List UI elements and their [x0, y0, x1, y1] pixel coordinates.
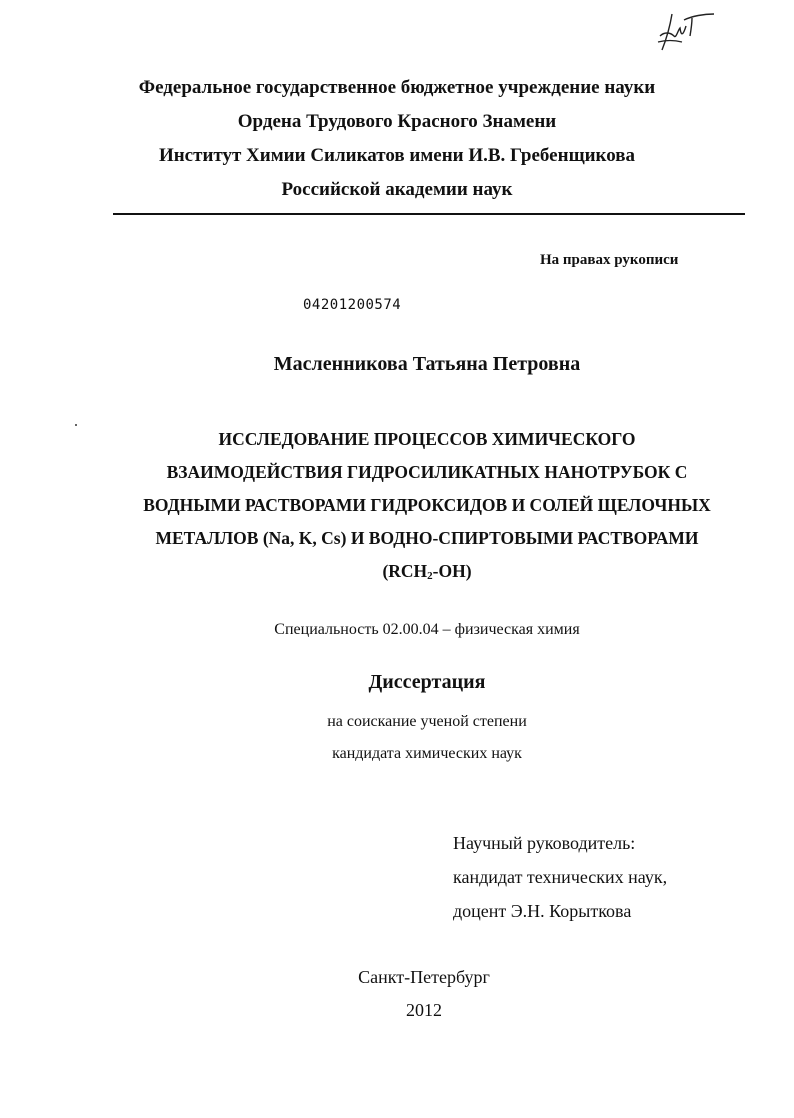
institution-line: Федеральное государственное бюджетное учреждение науки: [138, 77, 656, 98]
scan-speck: [75, 424, 77, 426]
supervisor-line: кандидат технических наук,: [453, 867, 668, 887]
formula-suffix: -OH): [432, 561, 472, 581]
document-type: Диссертация: [368, 671, 486, 693]
supervisor-block: [453, 826, 667, 928]
degree-block: [0, 706, 794, 770]
title-line: МЕТАЛЛОВ (Na, K, Cs) И ВОДНО-СПИРТОВЫМИ РАСТВОРАМИ: [155, 528, 699, 548]
catalog-code: 04201200574: [303, 297, 402, 313]
dissertation-title: [100, 423, 754, 588]
formula-prefix: (RCH: [382, 561, 428, 581]
title-line: ВОДНЫМИ РАСТВОРАМИ ГИДРОКСИДОВ И СОЛЕЙ ЩЕЛОЧНЫХ: [143, 495, 711, 515]
rights-note: На правах рукописи: [540, 252, 679, 268]
header-divider: [113, 213, 745, 215]
degree-line: на соискание ученой степени: [327, 713, 527, 730]
title-formula: [100, 555, 754, 588]
supervisor-line: доцент Э.Н. Корыткова: [453, 901, 632, 921]
title-line: ВЗАИМОДЕЙСТВИЯ ГИДРОСИЛИКАТНЫХ НАНОТРУБОК С: [166, 462, 688, 482]
formula-subscript: 2: [427, 570, 433, 582]
institution-line: Институт Химии Силикатов имени И.В. Гребенщикова: [158, 145, 636, 166]
institution-line: Ордена Трудового Красного Знамени: [237, 111, 557, 132]
supervisor-line: Научный руководитель:: [453, 833, 636, 853]
institution-line: Российской академии наук: [281, 179, 513, 200]
handwritten-signature: [648, 6, 720, 54]
institution-header: [0, 71, 794, 207]
specialty: Специальность 02.00.04 – физическая химия: [274, 621, 580, 638]
year: 2012: [406, 1000, 442, 1020]
city: Санкт-Петербург: [358, 967, 490, 987]
degree-line: кандидата химических наук: [332, 745, 522, 762]
author-name: Масленникова Татьяна Петровна: [273, 353, 581, 375]
title-line: ИССЛЕДОВАНИЕ ПРОЦЕССОВ ХИМИЧЕСКОГО: [218, 429, 636, 449]
